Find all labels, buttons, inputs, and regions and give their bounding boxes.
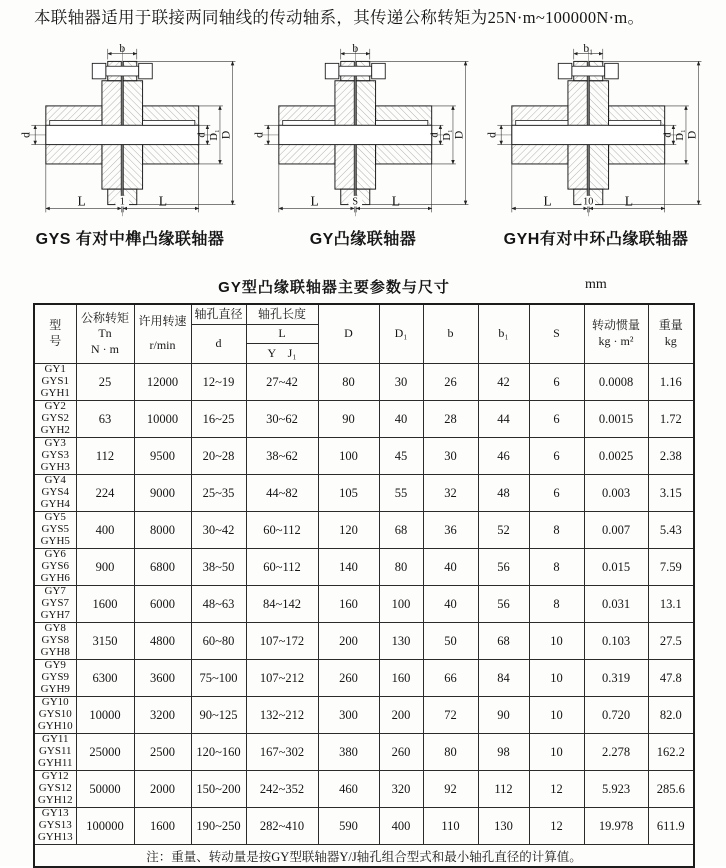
bolt-head: [558, 63, 572, 78]
value-cell: 19.978: [584, 808, 648, 845]
table-title-row: [0, 276, 726, 298]
keyway: [283, 120, 335, 125]
value-cell: 107~212: [246, 660, 318, 697]
table-body: [34, 364, 694, 845]
value-cell: 1600: [134, 808, 191, 845]
model-name: GYS6: [41, 560, 69, 573]
value-cell: 285.6: [648, 771, 694, 808]
table-row: [34, 438, 694, 475]
value-cell: 25~35: [191, 475, 246, 512]
model-name: GYH12: [37, 793, 73, 806]
value-cell: 66: [423, 660, 478, 697]
value-cell: 38~62: [246, 438, 318, 475]
value-cell: 0.031: [584, 586, 648, 623]
value-cell: 50000: [76, 771, 134, 808]
value-cell: 16~25: [191, 401, 246, 438]
diagram-caption: GYH有对中环凸缘联轴器: [503, 231, 689, 248]
value-cell: 60~80: [191, 623, 246, 660]
coupling-drawing: [483, 44, 709, 222]
dim-label-D1: D₁: [442, 129, 454, 141]
diagram-caption: GY凸缘联轴器: [309, 231, 417, 248]
col-torque: [76, 304, 134, 364]
shaft-bore: [279, 125, 432, 144]
model-name: GYH7: [40, 608, 70, 621]
table-row: [34, 734, 694, 771]
value-cell: 10: [529, 660, 584, 697]
model-cell: [34, 401, 76, 438]
value-cell: 52: [478, 512, 529, 549]
value-cell: 0.015: [584, 549, 648, 586]
value-cell: 10000: [134, 401, 191, 438]
value-cell: 282~410: [246, 808, 318, 845]
model-name: GY2: [44, 400, 66, 413]
value-cell: 3150: [76, 623, 134, 660]
bolt-shank: [572, 66, 605, 76]
value-cell: 300: [318, 697, 379, 734]
value-cell: 25: [76, 364, 134, 401]
value-cell: 130: [379, 623, 423, 660]
model-name: GYH6: [40, 571, 70, 584]
value-cell: 84~142: [246, 586, 318, 623]
dim-label-d-right: d: [196, 132, 208, 138]
value-cell: 20~28: [191, 438, 246, 475]
value-cell: 400: [76, 512, 134, 549]
value-cell: 120: [318, 512, 379, 549]
col-bore-length-YJ: Y J₁: [246, 344, 318, 364]
model-cell: [34, 364, 76, 401]
col-inertia: [584, 304, 648, 364]
value-cell: 32: [423, 475, 478, 512]
model-name: GYS8: [41, 634, 69, 647]
value-cell: 82.0: [648, 697, 694, 734]
value-cell: 0.319: [584, 660, 648, 697]
value-cell: 30: [423, 438, 478, 475]
keyway: [609, 120, 661, 125]
value-cell: 13.1: [648, 586, 694, 623]
col-bore-diameter-sub: d: [191, 325, 246, 364]
model-name: GY1: [44, 363, 66, 376]
table-row: [34, 586, 694, 623]
value-cell: 68: [379, 512, 423, 549]
intro-text: 本联轴器适用于联接两同轴线的传动轴系，其传递公称转矩为25N·m~100000N·m。: [34, 8, 645, 27]
value-cell: 2.278: [584, 734, 648, 771]
model-name: GYH10: [37, 719, 73, 732]
value-cell: 2.38: [648, 438, 694, 475]
value-cell: 6300: [76, 660, 134, 697]
model-cell: [34, 734, 76, 771]
value-cell: 26: [423, 364, 478, 401]
value-cell: 6000: [134, 586, 191, 623]
model-cell: [34, 697, 76, 734]
model-cell: [34, 512, 76, 549]
model-name: GYS7: [41, 597, 69, 610]
value-cell: 2500: [134, 734, 191, 771]
col-torque-line: Tn: [98, 326, 112, 341]
value-cell: 6800: [134, 549, 191, 586]
col-speed-line: 许用转速: [138, 314, 187, 329]
col-inertia-line: 转动惯量: [591, 318, 640, 333]
value-cell: 1600: [76, 586, 134, 623]
model-name: GY5: [44, 511, 66, 524]
col-bore-length-L: L: [246, 325, 318, 344]
value-cell: 8000: [134, 512, 191, 549]
bolt-head: [325, 63, 339, 78]
col-weight-line: kg: [664, 334, 677, 348]
dim-label-L-right: L: [624, 193, 634, 209]
value-cell: 30~62: [246, 401, 318, 438]
value-cell: 40: [423, 549, 478, 586]
coupling-drawing: [250, 44, 476, 222]
value-cell: 190~250: [191, 808, 246, 845]
model-name: GY8: [44, 622, 66, 635]
model-name: GY6: [44, 548, 66, 561]
value-cell: 42: [478, 364, 529, 401]
value-cell: 40: [379, 401, 423, 438]
value-cell: 224: [76, 475, 134, 512]
value-cell: 10000: [76, 697, 134, 734]
model-name: GYH3: [40, 460, 70, 473]
value-cell: 6: [529, 364, 584, 401]
value-cell: 56: [478, 549, 529, 586]
value-cell: 90: [318, 401, 379, 438]
model-name: GYS13: [38, 819, 72, 832]
model-name: GY11: [42, 733, 69, 746]
value-cell: 380: [318, 734, 379, 771]
value-cell: 400: [379, 808, 423, 845]
model-cell: [34, 438, 76, 475]
model-cell: [34, 771, 76, 808]
value-cell: 112: [76, 438, 134, 475]
value-cell: 80: [423, 734, 478, 771]
value-cell: 40: [423, 586, 478, 623]
value-cell: 27~42: [246, 364, 318, 401]
value-cell: 320: [379, 771, 423, 808]
dim-label-gap: 1: [119, 196, 125, 208]
value-cell: 3600: [134, 660, 191, 697]
value-cell: 98: [478, 734, 529, 771]
value-cell: 100: [318, 438, 379, 475]
table-row: [34, 660, 694, 697]
col-inertia-line: kg · m²: [598, 334, 634, 348]
value-cell: 9500: [134, 438, 191, 475]
model-name: GY10: [41, 696, 69, 709]
table-row: [34, 771, 694, 808]
value-cell: 4800: [134, 623, 191, 660]
value-cell: 60~112: [246, 512, 318, 549]
model-name: GY12: [41, 770, 69, 783]
dim-label-d-right: d: [662, 132, 674, 138]
value-cell: 900: [76, 549, 134, 586]
model-name: GYS1: [41, 375, 69, 388]
dim-label-L-left: L: [77, 193, 86, 209]
table-row: [34, 549, 694, 586]
table-row: [34, 475, 694, 512]
table-row: [34, 697, 694, 734]
value-cell: 6: [529, 401, 584, 438]
bolt-nut: [139, 63, 153, 78]
value-cell: 56: [478, 586, 529, 623]
model-cell: [34, 586, 76, 623]
col-speed-line: r/min: [149, 338, 176, 352]
value-cell: 590: [318, 808, 379, 845]
value-cell: 200: [379, 697, 423, 734]
value-cell: 160: [318, 586, 379, 623]
model-cell: [34, 660, 76, 697]
col-b: b: [423, 304, 478, 364]
col-b1: b₁: [478, 304, 529, 364]
value-cell: 30~42: [191, 512, 246, 549]
value-cell: 44~82: [246, 475, 318, 512]
model-name: GYH4: [40, 497, 70, 510]
value-cell: 80: [379, 549, 423, 586]
coupling-diagram: [482, 44, 710, 249]
value-cell: 3.15: [648, 475, 694, 512]
value-cell: 167~302: [246, 734, 318, 771]
model-cell: [34, 623, 76, 660]
value-cell: 9000: [134, 475, 191, 512]
value-cell: 260: [318, 660, 379, 697]
value-cell: 132~212: [246, 697, 318, 734]
col-bore-length: 轴孔长度: [246, 304, 318, 325]
col-torque-line: N · m: [91, 341, 119, 356]
value-cell: 25000: [76, 734, 134, 771]
dim-label-gap: 10: [583, 196, 594, 208]
value-cell: 6: [529, 475, 584, 512]
value-cell: 48: [478, 475, 529, 512]
table-row: [34, 808, 694, 845]
value-cell: 112: [478, 771, 529, 808]
value-cell: 10: [529, 623, 584, 660]
col-S: S: [529, 304, 584, 364]
col-weight-line: 重量: [658, 318, 683, 333]
model-name: GY4: [44, 474, 66, 487]
model-name: GYS5: [41, 523, 69, 536]
col-model: [34, 304, 76, 364]
value-cell: 100000: [76, 808, 134, 845]
model-cell: [34, 475, 76, 512]
coupling-drawing: [17, 44, 243, 222]
model-name: GY13: [41, 807, 69, 820]
model-name: GYS12: [38, 782, 72, 795]
value-cell: 107~172: [246, 623, 318, 660]
diagram-caption: GYS 有对中榫凸缘联轴器: [35, 231, 225, 248]
value-cell: 44: [478, 401, 529, 438]
value-cell: 12: [529, 771, 584, 808]
model-name: GYS3: [41, 449, 69, 462]
value-cell: 90~125: [191, 697, 246, 734]
value-cell: 84: [478, 660, 529, 697]
dim-label-L-left: L: [310, 193, 319, 209]
col-bore-diameter: 轴孔直径: [191, 304, 246, 325]
dim-label-D1: D₁: [675, 129, 687, 141]
bolt-head: [92, 63, 106, 78]
keyway: [50, 120, 102, 125]
col-D1: D₁: [379, 304, 423, 364]
table-row: [34, 623, 694, 660]
unit-label: mm: [585, 277, 607, 292]
dim-label-d-right: d: [429, 132, 441, 138]
value-cell: 0.007: [584, 512, 648, 549]
model-name: GYS9: [41, 671, 69, 684]
value-cell: 162.2: [648, 734, 694, 771]
value-cell: 27.5: [648, 623, 694, 660]
value-cell: 10: [529, 697, 584, 734]
value-cell: 68: [478, 623, 529, 660]
value-cell: 0.003: [584, 475, 648, 512]
bolt-nut: [372, 63, 386, 78]
model-name: GYS10: [38, 708, 72, 721]
diagram-strip: [16, 44, 710, 249]
value-cell: 55: [379, 475, 423, 512]
value-cell: 3200: [134, 697, 191, 734]
value-cell: 90: [478, 697, 529, 734]
bolt-nut: [605, 63, 619, 78]
value-cell: 0.103: [584, 623, 648, 660]
value-cell: 36: [423, 512, 478, 549]
shaft-bore: [46, 125, 199, 144]
coupling-diagram: [249, 44, 477, 249]
value-cell: 12: [529, 808, 584, 845]
dim-label-d-left: d: [485, 132, 499, 138]
dim-label-D: D: [452, 130, 466, 140]
keyway: [143, 120, 195, 125]
model-cell: [34, 808, 76, 845]
dim-label-d-left: d: [252, 132, 266, 138]
value-cell: 80: [318, 364, 379, 401]
model-name: GY3: [44, 437, 66, 450]
dim-label-b: b₁: [583, 44, 594, 55]
dim-label-b: b: [119, 44, 126, 55]
value-cell: 120~160: [191, 734, 246, 771]
value-cell: 140: [318, 549, 379, 586]
col-D: D: [318, 304, 379, 364]
dim-label-D: D: [685, 130, 699, 140]
value-cell: 0.720: [584, 697, 648, 734]
value-cell: 0.0015: [584, 401, 648, 438]
value-cell: 63: [76, 401, 134, 438]
model-name: GYH1: [40, 386, 70, 399]
value-cell: 8: [529, 549, 584, 586]
keyway: [376, 120, 428, 125]
value-cell: 10: [529, 734, 584, 771]
model-name: GYH13: [37, 830, 73, 843]
dim-label-L-right: L: [158, 193, 168, 209]
dim-label-gap: S: [352, 196, 359, 208]
value-cell: 46: [478, 438, 529, 475]
value-cell: 47.8: [648, 660, 694, 697]
spec-table: [33, 303, 695, 868]
table-row: [34, 364, 694, 401]
table-header: [34, 304, 694, 364]
value-cell: 8: [529, 586, 584, 623]
col-model-line: 型: [49, 318, 62, 333]
value-cell: 60~112: [246, 549, 318, 586]
col-speed: [134, 304, 191, 364]
value-cell: 130: [478, 808, 529, 845]
dim-label-L-left: L: [543, 193, 552, 209]
value-cell: 6: [529, 438, 584, 475]
value-cell: 100: [379, 586, 423, 623]
value-cell: 110: [423, 808, 478, 845]
col-weight: [648, 304, 694, 364]
col-torque-line: 公称转矩: [80, 310, 129, 325]
note-row: [34, 845, 694, 868]
value-cell: 38~50: [191, 549, 246, 586]
coupling-diagram: [16, 44, 244, 249]
value-cell: 48~63: [191, 586, 246, 623]
value-cell: 1.16: [648, 364, 694, 401]
value-cell: 8: [529, 512, 584, 549]
table-row: [34, 512, 694, 549]
bolt-shank: [339, 66, 372, 76]
model-name: GY7: [44, 585, 66, 598]
value-cell: 150~200: [191, 771, 246, 808]
value-cell: 611.9: [648, 808, 694, 845]
value-cell: 0.0025: [584, 438, 648, 475]
model-cell: [34, 549, 76, 586]
dim-label-L-right: L: [391, 193, 401, 209]
value-cell: 12000: [134, 364, 191, 401]
model-name: GYH5: [40, 534, 70, 547]
dim-label-b: b: [352, 44, 359, 55]
value-cell: 7.59: [648, 549, 694, 586]
dim-label-D1: D₁: [209, 129, 221, 141]
value-cell: 105: [318, 475, 379, 512]
table-title: GY型凸缘联轴器主要参数与尺寸: [218, 279, 450, 296]
value-cell: 260: [379, 734, 423, 771]
model-name: GYH9: [40, 682, 70, 695]
value-cell: 30: [379, 364, 423, 401]
model-name: GYH8: [40, 645, 70, 658]
value-cell: 200: [318, 623, 379, 660]
value-cell: 2000: [134, 771, 191, 808]
col-model-line: 号: [49, 334, 62, 348]
model-name: GYS4: [41, 486, 69, 499]
model-name: GYH2: [40, 423, 70, 436]
keyway: [516, 120, 568, 125]
value-cell: 75~100: [191, 660, 246, 697]
bolt-shank: [106, 66, 139, 76]
value-cell: 242~352: [246, 771, 318, 808]
model-name: GYS11: [38, 745, 72, 758]
model-name: GY9: [44, 659, 66, 672]
table-note: 注：重量、转动量是按GY型联轴器Y/J轴孔组合型式和最小轴孔直径的计算值。: [34, 845, 694, 868]
dim-label-d-left: d: [19, 132, 33, 138]
value-cell: 1.72: [648, 401, 694, 438]
table-row: [34, 401, 694, 438]
value-cell: 5.43: [648, 512, 694, 549]
value-cell: 28: [423, 401, 478, 438]
value-cell: 12~19: [191, 364, 246, 401]
value-cell: 92: [423, 771, 478, 808]
value-cell: 460: [318, 771, 379, 808]
value-cell: 50: [423, 623, 478, 660]
value-cell: 45: [379, 438, 423, 475]
value-cell: 0.0008: [584, 364, 648, 401]
model-name: GYS2: [41, 412, 69, 425]
shaft-bore: [512, 125, 665, 144]
value-cell: 72: [423, 697, 478, 734]
value-cell: 5.923: [584, 771, 648, 808]
model-name: GYH11: [38, 756, 73, 769]
dim-label-D: D: [219, 130, 233, 140]
value-cell: 160: [379, 660, 423, 697]
